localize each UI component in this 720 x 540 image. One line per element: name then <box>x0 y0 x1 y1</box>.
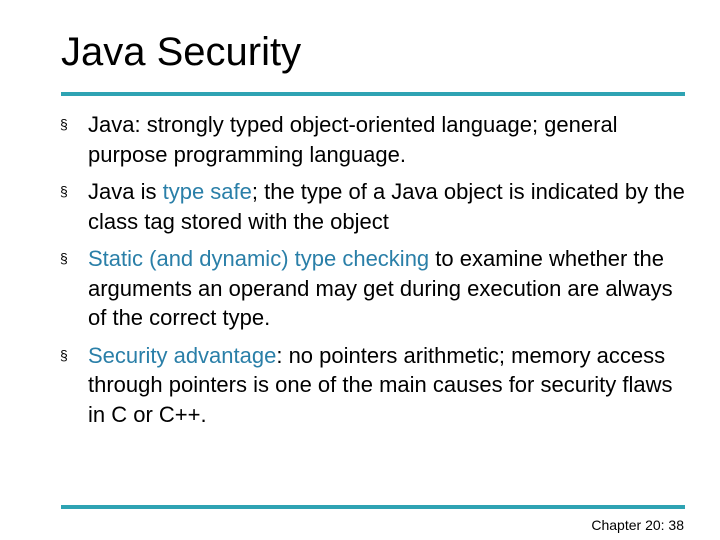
bullet-item-3 <box>60 244 690 333</box>
bullet-item-4 <box>60 341 690 430</box>
bullet-text-pre: Java is <box>88 179 163 204</box>
bullet-highlight: type safe <box>162 179 252 204</box>
bullet-marker-icon: § <box>60 346 68 363</box>
bullet-marker-icon: § <box>60 183 68 199</box>
bullet-highlight: Security advantage <box>88 342 277 368</box>
footer-divider-rule <box>61 505 685 509</box>
bullet-text-post: to examine whether the arguments an operand may get during execution are always of the correct type. <box>88 246 673 330</box>
bullet-item-1 <box>60 110 690 169</box>
bullet-marker-icon: § <box>60 116 68 132</box>
bullet-item-2 <box>60 177 690 236</box>
bullet-marker-icon: § <box>60 250 68 266</box>
title-divider-rule <box>61 92 685 96</box>
page-number: Chapter 20: 38 <box>591 517 684 533</box>
bullet-text-post: : no pointers arithmetic; memory access through pointers is one of the main causes for security flaws in C or C++. <box>88 342 673 427</box>
bullet-list <box>60 110 690 437</box>
bullet-text: Java: strongly typed object-oriented language; general purpose programming language. <box>88 112 618 167</box>
slide-title: Java Security <box>61 30 302 74</box>
bullet-highlight: Static (and dynamic) type checking <box>88 246 430 271</box>
bullet-text-post: ; the type of a Java object is indicated by the class tag stored with the object <box>88 179 685 234</box>
